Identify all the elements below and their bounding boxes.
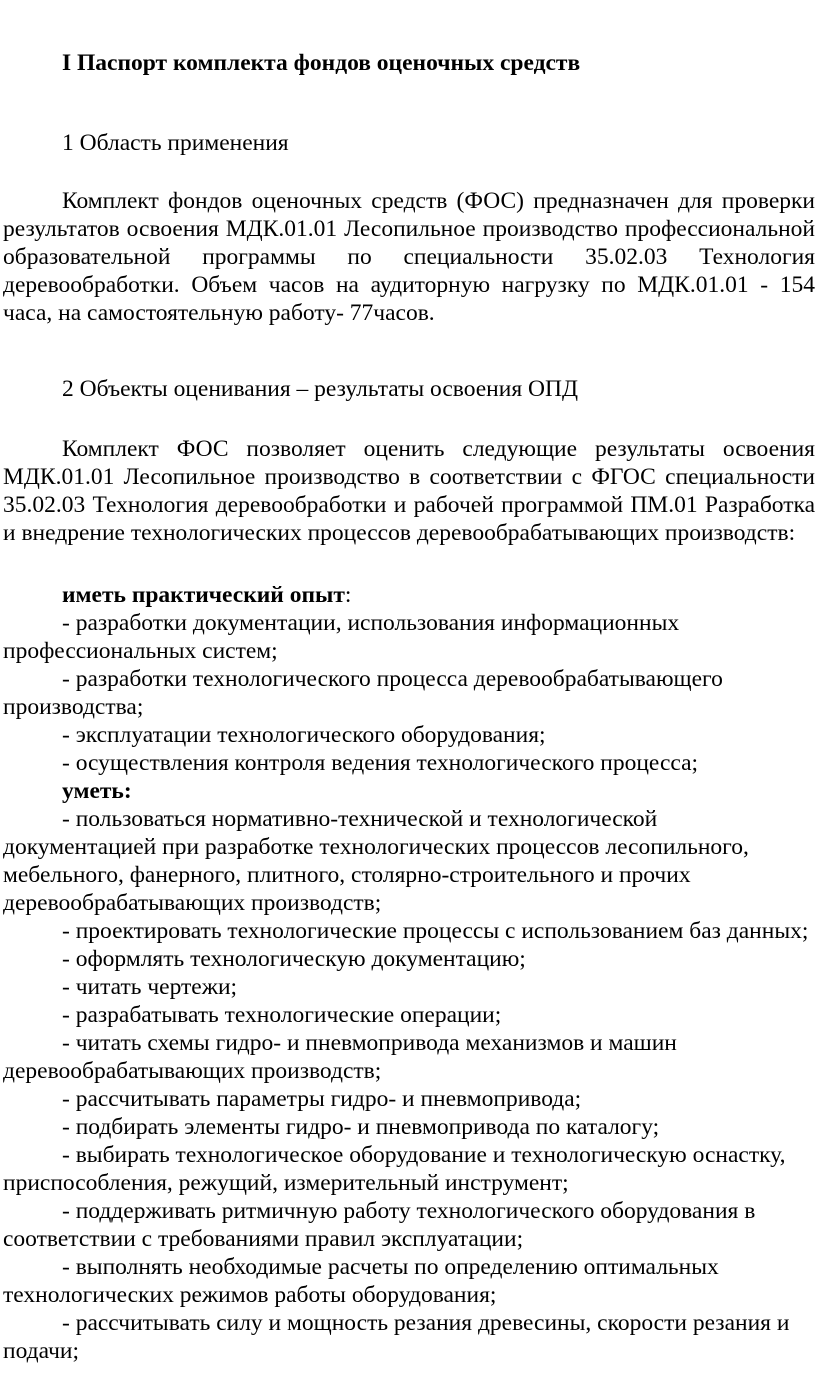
experience-item: - разработки технологического процесса деревообрабатывающего производства; xyxy=(3,666,723,720)
skill-item: - рассчитывать параметры гидро- и пневмопривода; xyxy=(62,1086,582,1112)
skill-item: - оформлять технологическую документацию; xyxy=(62,946,526,972)
skill-item: - пользоваться нормативно-технической и технологической документацией при разработке технологических процессов лесопильного, мебельного, фанерного, плитного, столярно-строительного и прочих деревообрабатывающих производств; xyxy=(3,806,749,916)
objects-paragraph: Комплект ФОС позволяет оценить следующие результаты освоения МДК.01.01 Лесопильное производство в соответствии с ФГОС специальности 35.02.03 Технология деревообработки и рабочей программой ПМ.01 Разработка и внедрение технологических процессов деревообрабатывающих производств: xyxy=(3,436,815,546)
skill-item: - выбирать технологическое оборудование и технологическую оснастку, приспособления, режущий, измерительный инструмент; xyxy=(3,1142,786,1196)
section-heading-objects: 2 Объекты оценивания – результаты освоения ОПД xyxy=(62,376,578,402)
document-title: I Паспорт комплекта фондов оценочных средств xyxy=(62,50,581,76)
results-block xyxy=(3,581,815,1365)
experience-label-colon: : xyxy=(344,582,352,608)
skill-item: - рассчитывать силу и мощность резания древесины, скорости резания и подачи; xyxy=(3,1310,790,1364)
experience-item: - осуществления контроля ведения технологического процесса; xyxy=(62,750,699,776)
skill-item: - выполнять необходимые расчеты по определению оптимальных технологических режимов работы оборудования; xyxy=(3,1254,719,1308)
section-heading-scope: 1 Область применения xyxy=(62,130,289,156)
skill-item: - читать чертежи; xyxy=(62,974,238,1000)
experience-item: - разработки документации, использования информационных профессиональных систем; xyxy=(3,610,680,664)
skill-item: - читать схемы гидро- и пневмопривода механизмов и машин деревообрабатывающих производств; xyxy=(3,1030,677,1084)
skill-item: - проектировать технологические процессы с использованием баз данных; xyxy=(62,918,809,944)
skill-item: - подбирать элементы гидро- и пневмопривода по каталогу; xyxy=(62,1114,660,1140)
scope-paragraph: Комплект фондов оценочных средств (ФОС) предназначен для проверки результатов освоения МДК.01.01 Лесопильное производство профессиональной образовательной программы по специальности 35.02.03 Технология деревообработки. Объем часов на аудиторную нагрузку по МДК.01.01 - 154 часа, на самостоятельную работу- 77часов. xyxy=(3,188,815,326)
experience-item: - эксплуатации технологического оборудования; xyxy=(62,722,546,748)
experience-label-text: иметь практический опыт xyxy=(62,582,345,608)
skills-label: уметь: xyxy=(62,778,132,804)
skill-item: - поддерживать ритмичную работу технологического оборудования в соответствии с требованиями правил эксплуатации; xyxy=(3,1198,756,1252)
skill-item: - разрабатывать технологические операции; xyxy=(62,1002,502,1028)
experience-label xyxy=(3,581,815,609)
